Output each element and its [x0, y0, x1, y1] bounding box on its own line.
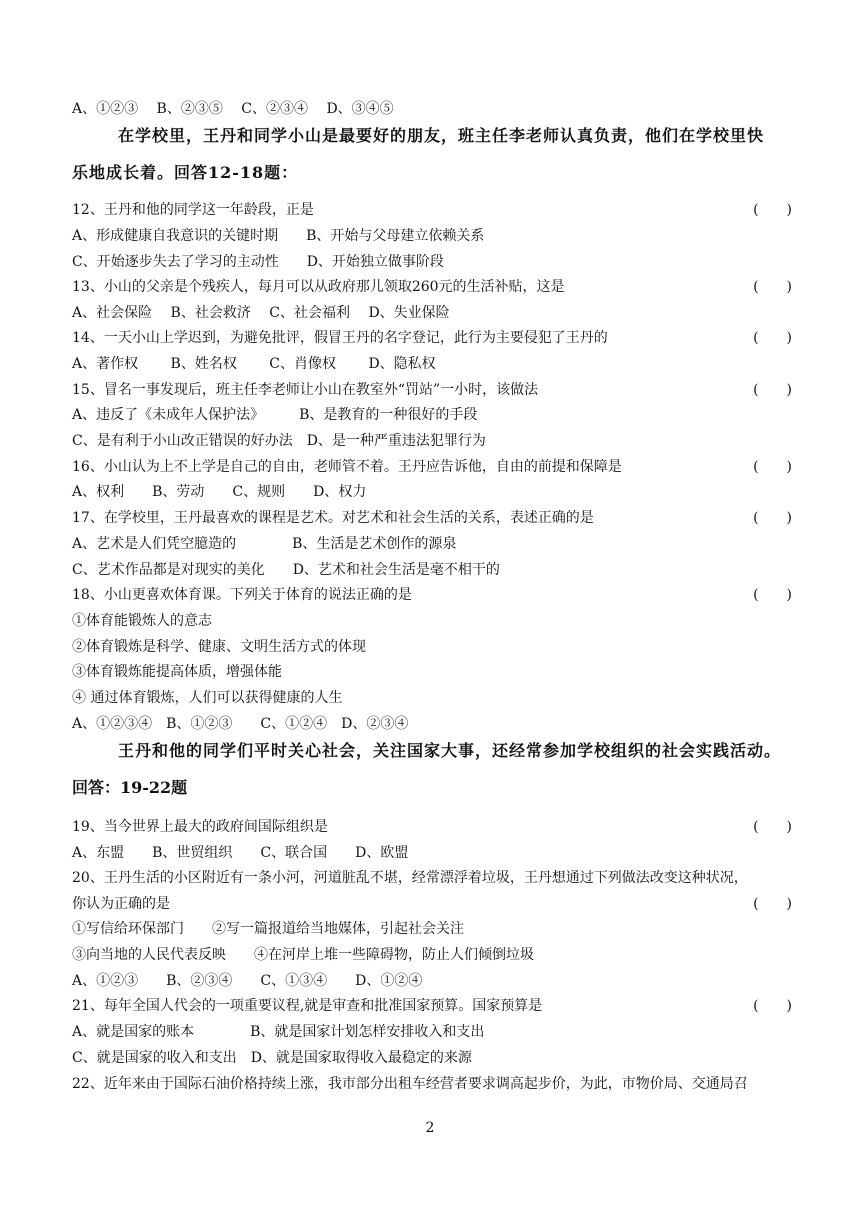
answer-parentheses: ( ): [753, 510, 792, 526]
question-line: [72, 894, 792, 914]
page-number: 2: [425, 1120, 435, 1136]
answer-parentheses: ( ): [753, 330, 792, 346]
question-line: [72, 380, 792, 400]
option-line: A、就是国家的账本 B、就是国家计划怎样安排收入和支出: [72, 1024, 485, 1040]
answer-parentheses: ( ): [753, 382, 792, 398]
question-text: 19、当今世界上最大的政府间国际组织是: [72, 819, 328, 835]
option-line: A、违反了《未成年人保护法》 B、是教育的一种很好的手段: [72, 407, 478, 423]
question-line: [72, 585, 792, 605]
question-text: 18、小山更喜欢体育课。下列关于体育的说法正确的是: [72, 587, 412, 603]
statement-line: ③体育锻炼能提高体质，增强体能: [72, 664, 282, 680]
option-line: A、东盟 B、世贸组织 C、联合国 D、欧盟: [72, 845, 409, 861]
option-line: A、著作权 B、姓名权 C、肖像权 D、隐私权: [72, 356, 436, 372]
answer-parentheses: ( ): [753, 279, 792, 295]
question-line: [72, 200, 792, 220]
answer-parentheses: ( ): [753, 587, 792, 603]
option-line: A、社会保险 B、社会救济 C、社会福利 D、失业保险: [72, 305, 450, 321]
passage-line: 在学校里，王丹和同学小山是最要好的朋友，班主任李老师认真负责，他们在学校里快: [118, 126, 765, 145]
option-line: A、权利 B、劳动 C、规则 D、权力: [72, 484, 367, 500]
passage-line: 乐地成长着。回答12-18题：: [72, 163, 299, 182]
section-heading: 回答：19-22题: [72, 778, 188, 797]
question-text: 12、王丹和他的同学这一年龄段，正是: [72, 202, 314, 218]
option-line: A、形成健康自我意识的关键时期 B、开始与父母建立依赖关系: [72, 228, 485, 244]
answer-parentheses: ( ): [753, 202, 792, 218]
statement-line: ④ 通过体育锻炼，人们可以获得健康的人生: [72, 690, 343, 706]
question-text: 16、小山认为上不上学是自己的自由，老师管不着。王丹应告诉他，自由的前提和保障是: [72, 459, 622, 475]
question-text: 17、在学校里，王丹最喜欢的课程是艺术。对艺术和社会生活的关系，表述正确的是: [72, 510, 594, 526]
question-line: [72, 996, 792, 1016]
option-line: A、艺术是人们凭空臆造的 B、生活是艺术创作的源泉: [72, 536, 457, 552]
option-line: A、①②③④ B、①②③ C、①②④ D、②③④: [72, 716, 409, 732]
statement-line: ③向当地的人民代表反映 ④在河岸上堆一些障碍物，防止人们倾倒垃圾: [72, 947, 534, 963]
option-line: C、开始逐步失去了学习的主动性 D、开始独立做事阶段: [72, 254, 444, 270]
option-line: A、①②③ B、②③④ C、①③④ D、①②④: [72, 973, 423, 989]
question-line: [72, 328, 792, 348]
question-text: 13、小山的父亲是个残疾人，每月可以从政府那儿领取260元的生活补贴，这是: [72, 279, 565, 295]
option-line: C、就是国家的收入和支出 D、就是国家取得收入最稳定的来源: [72, 1050, 472, 1066]
question-line: 20、王丹生活的小区附近有一条小河，河道脏乱不堪，经常漂浮着垃圾，王丹想通过下列做法改变这种状况，: [72, 870, 748, 886]
question-text: 21、每年全国人代会的一项重要议程,就是审查和批准国家预算。国家预算是: [72, 998, 543, 1014]
answer-parentheses: ( ): [753, 896, 792, 912]
question-text: 14、一天小山上学迟到，为避免批评，假冒王丹的名字登记，此行为主要侵犯了王丹的: [72, 330, 608, 346]
question-line: [72, 457, 792, 477]
option-line: C、是有利于小山改正错误的好办法 D、是一种严重违法犯罪行为: [72, 433, 486, 449]
answer-parentheses: ( ): [753, 819, 792, 835]
statement-line: ①体育能锻炼人的意志: [72, 613, 212, 629]
passage-line: 王丹和他的同学们平时关心社会，关注国家大事，还经常参加学校组织的社会实践活动。: [118, 741, 782, 760]
statement-line: ②体育锻炼是科学、健康、文明生活方式的体现: [72, 639, 366, 655]
question-line: [72, 508, 792, 528]
question-line: [72, 817, 792, 837]
statement-line: ①写信给环保部门 ②写一篇报道给当地媒体，引起社会关注: [72, 921, 464, 937]
question-text: 你认为正确的是: [72, 896, 170, 912]
question-line: [72, 277, 792, 297]
answer-parentheses: ( ): [753, 998, 792, 1014]
text-line: A、①②③ B、②③⑤ C、②③④ D、③④⑤: [72, 101, 394, 117]
option-line: C、艺术作品都是对现实的美化 D、艺术和社会生活是毫不相干的: [72, 562, 500, 578]
question-line: 22、近年来由于国际石油价格持续上涨，我市部分出租车经营者要求调高起步价，为此，市物价局、交通局召: [72, 1076, 748, 1092]
answer-parentheses: ( ): [753, 459, 792, 475]
question-text: 15、冒名一事发现后，班主任李老师让小山在教室外“罚站”一小时，该做法: [72, 382, 539, 398]
